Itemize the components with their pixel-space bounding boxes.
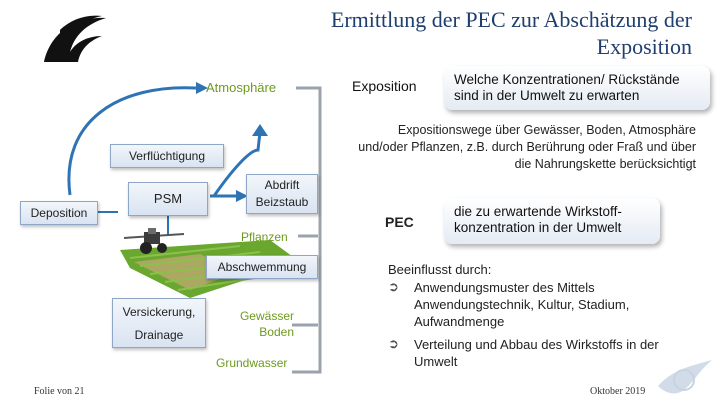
exposition-label: Exposition [352,78,417,94]
bullet-2 [388,336,688,370]
pec-callout: die zu erwartende Wirkstoff-konzentration in der Umwelt [444,198,660,244]
label-drainage: Drainage [134,328,184,342]
label-beizstaub: Beizstaub [255,195,309,209]
beeinflusst-heading: Beeinflusst durch: [388,262,492,277]
label-deposition: Deposition [20,201,98,225]
label-versickerung-drainage [112,298,206,348]
footer-slide-number: Folie von 21 [34,386,85,397]
bird-watermark-icon [654,356,716,400]
label-abschwemmung: Abschwemmung [206,255,318,279]
tractor-sprayer-icon [124,226,184,256]
bullet-1-text: Anwendungsmuster des Mittels Anwendungstechnik, Kultur, Stadium, Aufwandmenge [414,280,630,329]
arrow-bullet-icon: ➲ [388,279,399,294]
title-line-1: Ermittlung der PEC zur Abschätzung der [330,7,692,32]
label-boden: Boden [259,325,294,339]
label-abdrift: Abdrift [264,178,300,192]
label-gewaesser-boden [238,308,294,340]
footer-date: Oktober 2019 [590,386,646,397]
label-psm: PSM [128,182,208,216]
arrow-bullet-icon: ➲ [388,336,399,351]
exposition-callout: Welche Konzentrationen/ Rückstände sind in der Umwelt zu erwarten [444,66,710,110]
label-versickerung: Versickerung, [122,305,196,319]
label-verfluechtigung: Verflüchtigung [110,144,224,168]
label-grundwasser: Grundwasser [216,356,288,370]
title-line-2: Exposition [596,34,692,59]
bullet-2-text: Verteilung und Abbau des Wirkstoffs in der Umwelt [414,337,659,369]
swoosh-logo-icon [40,8,110,66]
expositionswege-text: Expositionswege über Gewässer, Boden, Atmosphäre und/oder Pflanzen, z.B. durch Berührung oder Fraß und über die Nahrungskette berücksichtigt [358,123,696,171]
label-abdrift-beizstaub [246,174,318,214]
bullet-1 [388,279,688,330]
pec-label: PEC [385,214,414,230]
label-pflanzen: Pflanzen [241,230,288,244]
label-atmosphaere: Atmosphäre [206,80,277,95]
page-title [172,6,692,60]
label-gewaesser: Gewässer [239,309,294,323]
